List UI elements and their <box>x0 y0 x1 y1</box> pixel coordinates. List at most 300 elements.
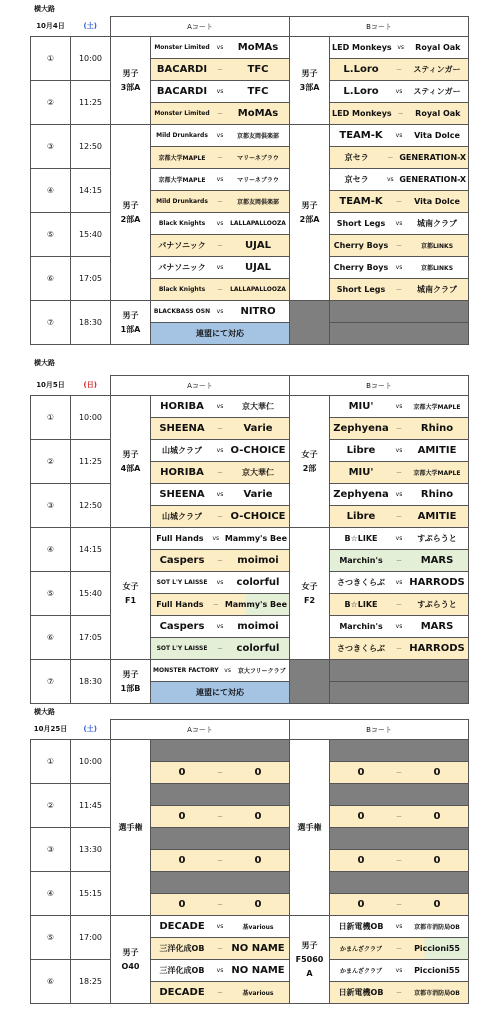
team-1: さつきくらぶ <box>337 644 386 653</box>
versus-separator: － <box>217 946 224 953</box>
team-2: 0 <box>254 767 262 778</box>
match-a <box>151 235 290 257</box>
team-2: MoMAs <box>237 42 279 53</box>
match-b <box>330 660 469 682</box>
slot-number: ⑤ <box>31 916 71 960</box>
weekday-cell: (土) <box>71 720 111 740</box>
table-row <box>31 916 469 938</box>
match-b <box>330 506 469 528</box>
versus-separator: － <box>396 243 403 250</box>
team-2: HARRODS <box>409 577 465 588</box>
time-cell: 18:25 <box>71 960 111 1004</box>
match-a <box>151 81 290 103</box>
match-b <box>330 894 469 916</box>
table-row <box>31 784 469 806</box>
team-1: Monster Limited <box>154 110 210 117</box>
table-row <box>31 81 469 103</box>
division-b: 女子 2部 <box>290 396 330 528</box>
division-a: 男子 3部A <box>111 37 151 125</box>
match-a <box>151 37 290 59</box>
match-b <box>330 59 469 81</box>
division-b <box>290 301 330 345</box>
versus-separator: vs <box>395 967 403 974</box>
table-row <box>31 828 469 850</box>
versus-separator: － <box>396 902 403 909</box>
team-1: 0 <box>178 811 186 822</box>
versus-separator: － <box>217 770 224 777</box>
versus-separator: vs <box>212 535 220 542</box>
versus-separator: － <box>217 426 224 433</box>
court-a-header: Aコート <box>111 720 290 740</box>
team-1: 0 <box>178 855 186 866</box>
match-b <box>330 740 469 762</box>
court-b-header: Bコート <box>290 376 469 396</box>
team-1: Cherry Boys <box>333 263 389 272</box>
venue-label: 横大路 <box>34 5 55 13</box>
time-cell: 13:30 <box>71 828 111 872</box>
match-b <box>330 440 469 462</box>
team-1: TEAM-K <box>339 130 383 141</box>
team-1: DECADE <box>159 987 205 998</box>
team-2: LALLAPALLOOZA <box>230 286 286 293</box>
versus-separator: － <box>396 990 403 997</box>
time-cell: 10:00 <box>71 396 111 440</box>
match-b <box>330 872 469 894</box>
division-a: 男子 O40 <box>111 916 151 1004</box>
team-1: 京都大学MAPLE <box>158 155 206 162</box>
slot-number: ② <box>31 784 71 828</box>
table-row <box>31 872 469 894</box>
team-1: Marchin's <box>339 622 383 631</box>
table-row <box>31 616 469 638</box>
time-cell: 18:30 <box>71 301 111 345</box>
match-b <box>330 103 469 125</box>
team-2: Varie <box>243 489 273 500</box>
time-cell: 14:15 <box>71 528 111 572</box>
versus-separator: vs <box>395 132 403 139</box>
versus-separator: vs <box>395 447 403 454</box>
match-a <box>151 418 290 440</box>
versus-separator: － <box>217 287 224 294</box>
team-2: Royal Oak <box>415 43 461 52</box>
match-b <box>330 938 469 960</box>
team-1: L.Loro <box>343 64 379 75</box>
team-1: BACARDI <box>156 64 208 75</box>
versus-separator: － <box>396 67 403 74</box>
slot-number: ① <box>31 37 71 81</box>
division-b <box>290 660 330 704</box>
time-cell: 17:05 <box>71 616 111 660</box>
match-a <box>151 572 290 594</box>
time-cell: 18:30 <box>71 660 111 704</box>
versus-separator: vs <box>395 220 403 227</box>
time-cell: 15:15 <box>71 872 111 916</box>
time-cell: 10:00 <box>71 37 111 81</box>
match-a <box>151 213 290 235</box>
slot-number: ⑥ <box>31 616 71 660</box>
team-2: Piccioni55 <box>414 966 460 975</box>
team-1: 山城クラブ <box>162 446 202 455</box>
team-2: 京都LINKS <box>420 265 454 272</box>
team-1: かまんざクラブ <box>340 968 383 975</box>
versus-separator: － <box>217 902 224 909</box>
versus-separator: － <box>217 243 224 250</box>
team-1: Zephyena <box>333 489 389 500</box>
table-row <box>31 213 469 235</box>
team-1: Full Hands <box>156 600 204 609</box>
team-1: Full Hands <box>156 534 204 543</box>
versus-separator: － <box>217 858 224 865</box>
team-2: colorful <box>236 577 280 588</box>
match-a <box>151 938 290 960</box>
versus-separator: － <box>212 602 219 609</box>
match-a <box>151 828 290 850</box>
match-b <box>330 257 469 279</box>
team-2: UJAL <box>245 262 271 273</box>
versus-separator: － <box>217 470 224 477</box>
versus-separator: － <box>217 514 224 521</box>
team-2: AMITIE <box>417 511 457 522</box>
team-1: 0 <box>357 855 365 866</box>
team-1: 日新電機OB <box>338 922 384 931</box>
schedule-table <box>30 375 469 704</box>
team-1: Marchin's <box>339 556 383 565</box>
match-a <box>151 59 290 81</box>
versus-separator: vs <box>216 923 224 930</box>
team-1: Monster Limited <box>154 44 210 51</box>
versus-separator: vs <box>216 623 224 630</box>
match-a <box>151 257 290 279</box>
time-cell: 15:40 <box>71 572 111 616</box>
team-1: TEAM-K <box>339 196 383 207</box>
versus-separator: － <box>217 990 224 997</box>
table-row <box>31 37 469 59</box>
match-b <box>330 191 469 213</box>
schedule-table <box>30 16 469 345</box>
team-1: Mild Drunkards <box>156 198 208 205</box>
versus-separator: vs <box>395 623 403 630</box>
match-a <box>151 982 290 1004</box>
division-a: 男子 2部A <box>111 125 151 301</box>
match-b <box>330 982 469 1004</box>
team-1: MONSTER FACTORY <box>153 667 219 674</box>
match-a <box>151 550 290 572</box>
versus-separator: － <box>396 514 403 521</box>
versus-separator: vs <box>395 491 403 498</box>
slot-number: ④ <box>31 169 71 213</box>
table-row <box>31 484 469 506</box>
team-2: LALLAPALLOOZA <box>230 220 286 227</box>
team-2: Mammy's Bee <box>224 600 288 609</box>
match-b <box>330 169 469 191</box>
time-cell: 11:45 <box>71 784 111 828</box>
versus-separator: vs <box>224 667 231 674</box>
match-b <box>330 37 469 59</box>
versus-separator: vs <box>386 176 394 183</box>
match-b <box>330 784 469 806</box>
team-2: NO NAME <box>231 965 285 976</box>
slot-number: ③ <box>31 484 71 528</box>
match-b <box>330 147 469 169</box>
match-b <box>330 462 469 484</box>
versus-separator: vs <box>216 264 224 271</box>
team-1: 京セラ <box>344 153 369 162</box>
versus-separator: － <box>396 199 403 206</box>
court-b-header: Bコート <box>290 720 469 740</box>
team-1: 0 <box>178 899 186 910</box>
team-1: MIU' <box>348 401 374 412</box>
team-2: すぷらうと <box>417 600 457 609</box>
team-1: さつきくらぶ <box>337 578 386 587</box>
team-1: Short Legs <box>336 285 386 294</box>
versus-separator: － <box>217 155 224 162</box>
team-1: Cherry Boys <box>333 241 389 250</box>
team-1: Mild Drunkards <box>156 132 208 139</box>
team-1: 日新電機OB <box>338 988 384 997</box>
time-cell: 12:50 <box>71 125 111 169</box>
division-a: 女子 F1 <box>111 528 151 660</box>
division-b: 女子 F2 <box>290 528 330 660</box>
match-a <box>151 960 290 982</box>
versus-separator: － <box>396 426 403 433</box>
team-1: MIU' <box>348 467 374 478</box>
team-2: 京都大学MAPLE <box>413 470 461 477</box>
versus-separator: vs <box>395 579 403 586</box>
time-cell: 11:25 <box>71 440 111 484</box>
slot-number: ④ <box>31 528 71 572</box>
team-1: Zephyena <box>333 423 389 434</box>
court-b-header: Bコート <box>290 17 469 37</box>
team-2: 京都友岡倶楽部 <box>237 199 280 206</box>
match-b <box>330 323 469 345</box>
versus-separator: － <box>217 814 224 821</box>
division-a: 選手権 <box>111 740 151 916</box>
team-2: Royal Oak <box>415 109 461 118</box>
versus-separator: － <box>396 946 403 953</box>
team-1: 0 <box>357 899 365 910</box>
match-b <box>330 81 469 103</box>
slot-number: ③ <box>31 828 71 872</box>
match-a <box>151 638 290 660</box>
team-2: MARS <box>420 621 454 632</box>
versus-separator: － <box>217 199 224 206</box>
team-2: 京都友岡倶楽部 <box>237 133 280 140</box>
match-a <box>151 616 290 638</box>
table-row <box>31 740 469 762</box>
team-2: 京都LINKS <box>420 243 454 250</box>
versus-separator: － <box>217 646 224 653</box>
match-b <box>330 828 469 850</box>
match-b <box>330 418 469 440</box>
division-b: 男子 F5060 A <box>290 916 330 1004</box>
team-2: 0 <box>433 855 441 866</box>
table-row <box>31 440 469 462</box>
team-2: 基various <box>242 990 274 997</box>
team-1: BLACKBASS OSN <box>153 308 211 315</box>
slot-number: ⑥ <box>31 257 71 301</box>
match-a <box>151 872 290 894</box>
team-2: HARRODS <box>409 643 465 654</box>
match-a <box>151 660 290 682</box>
table-row <box>31 169 469 191</box>
team-1: Black Knights <box>158 220 206 227</box>
time-cell: 14:15 <box>71 169 111 213</box>
team-2: O-CHOICE <box>230 511 286 522</box>
team-1: SOT L'Y LAISSE <box>156 579 208 586</box>
team-1: BACARDI <box>156 86 208 97</box>
team-1: 京都大学MAPLE <box>158 177 206 184</box>
versus-separator: － <box>396 287 403 294</box>
team-2: 京都大学MAPLE <box>413 404 461 411</box>
versus-separator: vs <box>216 88 224 95</box>
match-a <box>151 506 290 528</box>
team-2: Mammy's Bee <box>224 534 288 543</box>
versus-separator: vs <box>395 88 403 95</box>
team-1: 三洋化成OB <box>159 966 205 975</box>
team-2: AMITIE <box>417 445 457 456</box>
team-2: スティンガー <box>413 65 461 74</box>
team-1: 0 <box>357 767 365 778</box>
team-2: moimoi <box>237 555 279 566</box>
match-b <box>330 572 469 594</box>
date-cell: 10月25日 <box>31 720 71 740</box>
versus-separator: vs <box>216 44 224 51</box>
team-1: SHEENA <box>159 423 205 434</box>
team-1: 0 <box>357 811 365 822</box>
team-2: 城南クラブ <box>417 285 458 294</box>
versus-separator: vs <box>395 923 403 930</box>
match-a <box>151 147 290 169</box>
team-2: Rhino <box>420 489 454 500</box>
weekday-cell: (日) <box>71 376 111 396</box>
schedule-table <box>30 719 469 1004</box>
slot-number: ③ <box>31 125 71 169</box>
team-1: L.Loro <box>343 86 379 97</box>
team-2: すぷらうと <box>417 534 457 543</box>
match-a <box>151 594 290 616</box>
versus-separator: － <box>397 111 404 118</box>
match-b <box>330 213 469 235</box>
team-2: 京都市消防局OB <box>414 990 460 997</box>
division-b: 男子 2部A <box>290 125 330 301</box>
slot-number: ① <box>31 740 71 784</box>
table-row <box>31 396 469 418</box>
match-a <box>151 484 290 506</box>
team-2: 城南クラブ <box>417 219 458 228</box>
match-a <box>151 125 290 147</box>
table-row <box>31 528 469 550</box>
match-a <box>151 169 290 191</box>
match-a <box>151 103 290 125</box>
team-2: Piccioni55 <box>414 944 460 953</box>
match-b <box>330 484 469 506</box>
team-2: マリーネブラウ <box>237 177 279 184</box>
team-2: 京都市消防局OB <box>414 924 460 931</box>
team-2: 0 <box>433 811 441 822</box>
team-1: HORIBA <box>160 467 204 478</box>
division-a: 男子 1部A <box>111 301 151 345</box>
team-2: MoMAs <box>237 108 279 119</box>
date-cell: 10月4日 <box>31 17 71 37</box>
team-2: moimoi <box>237 621 279 632</box>
time-cell: 15:40 <box>71 213 111 257</box>
versus-separator: vs <box>395 535 403 542</box>
team-2: 0 <box>254 899 262 910</box>
match-b <box>330 396 469 418</box>
versus-separator: vs <box>216 403 224 410</box>
court-a-header: Aコート <box>111 376 290 396</box>
date-cell: 10月5日 <box>31 376 71 396</box>
match-b <box>330 235 469 257</box>
team-2: Rhino <box>420 423 454 434</box>
versus-separator: － <box>217 67 224 74</box>
match-a <box>151 894 290 916</box>
versus-separator: － <box>396 814 403 821</box>
match-a <box>151 762 290 784</box>
match-a: 連盟にて対応 <box>151 323 290 345</box>
team-2: MARS <box>420 555 454 566</box>
team-1: 三洋化成OB <box>159 944 205 953</box>
match-a <box>151 528 290 550</box>
versus-separator: － <box>396 646 403 653</box>
team-2: NO NAME <box>231 943 285 954</box>
slot-number: ② <box>31 81 71 125</box>
team-2: Vita Dolce <box>414 197 460 206</box>
match-a <box>151 850 290 872</box>
team-2: 0 <box>433 767 441 778</box>
table-row <box>31 257 469 279</box>
table-row <box>31 660 469 682</box>
match-b <box>330 682 469 704</box>
team-2: UJAL <box>245 240 271 251</box>
team-1: Libre <box>346 445 376 456</box>
team-1: SHEENA <box>159 489 205 500</box>
team-2: 京大華仁 <box>242 402 275 411</box>
match-b <box>330 616 469 638</box>
division-a: 男子 4部A <box>111 396 151 528</box>
match-b <box>330 638 469 660</box>
slot-number: ⑦ <box>31 660 71 704</box>
versus-separator: vs <box>216 491 224 498</box>
team-1: パナソニック <box>158 241 206 250</box>
match-a <box>151 440 290 462</box>
match-b <box>330 301 469 323</box>
time-cell: 17:05 <box>71 257 111 301</box>
slot-number: ④ <box>31 872 71 916</box>
team-2: 0 <box>254 855 262 866</box>
team-2: 0 <box>433 899 441 910</box>
versus-separator: vs <box>397 44 405 51</box>
table-row <box>31 125 469 147</box>
match-b <box>330 960 469 982</box>
match-b <box>330 279 469 301</box>
versus-separator: vs <box>216 176 224 183</box>
team-2: 京大華仁 <box>242 468 275 477</box>
team-1: Caspers <box>159 555 205 566</box>
team-1: HORIBA <box>160 401 204 412</box>
team-2: マリーネブラウ <box>237 155 279 162</box>
slot-number: ① <box>31 396 71 440</box>
versus-separator: vs <box>216 132 224 139</box>
team-2: 京大フリークラブ <box>237 668 286 675</box>
team-1: DECADE <box>159 921 205 932</box>
team-1: Black Knights <box>158 286 206 293</box>
versus-separator: － <box>217 558 224 565</box>
slot-number: ⑦ <box>31 301 71 345</box>
division-a: 男子 1部B <box>111 660 151 704</box>
versus-separator: vs <box>395 264 403 271</box>
division-b: 選手権 <box>290 740 330 916</box>
